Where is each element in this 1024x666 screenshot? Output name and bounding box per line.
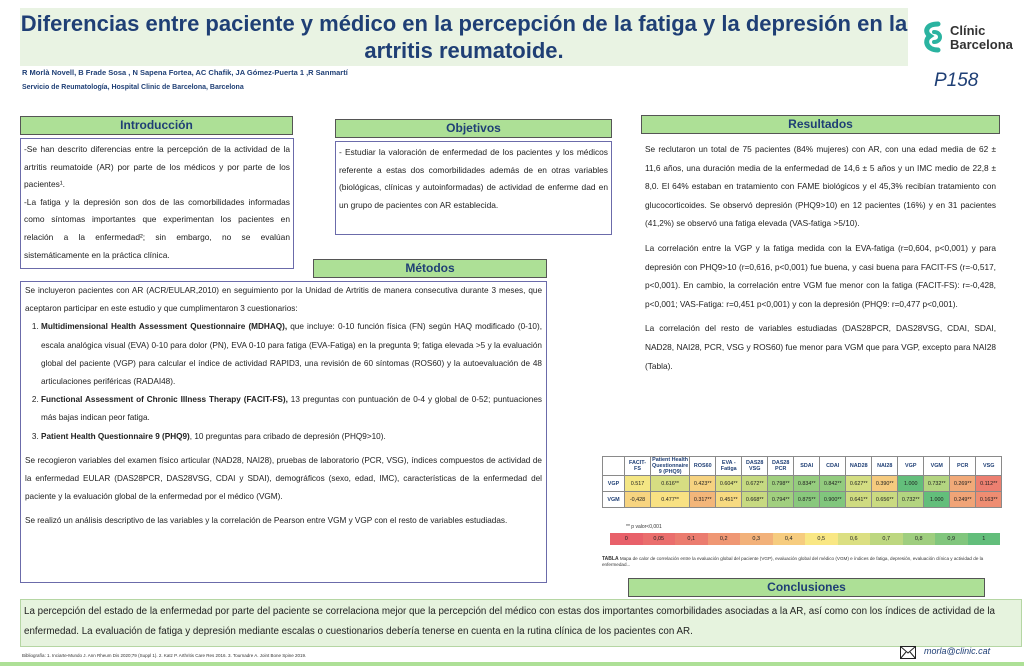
table-column-header: VSG	[976, 457, 1002, 476]
questionnaire-item	[41, 428, 542, 446]
scale-step: 0,1	[675, 533, 708, 545]
pvalue-note: ** p valor<0,001	[626, 524, 662, 530]
questionnaire-list	[25, 318, 542, 445]
mail-icon	[900, 646, 916, 659]
poster-title: Diferencias entre paciente y médico en la percepción de la fatiga y la depresión en la artritis reumatoide.	[20, 11, 908, 63]
table-cell: 0.834**	[794, 476, 820, 492]
table-column-header: VGM	[924, 457, 950, 476]
table-caption	[602, 556, 1002, 568]
scale-step: 0,2	[708, 533, 741, 545]
questionnaire-name: Multidimensional Health Assessment Questionnaire (MDHAQ),	[41, 322, 288, 332]
table-cell: 0.794**	[768, 492, 794, 508]
scale-step: 0	[610, 533, 643, 545]
affiliation: Servicio de Reumatología, Hospital Clinic de Barcelona, Barcelona	[22, 84, 244, 91]
table-column-header: PCR	[950, 457, 976, 476]
results-paragraph-2: La correlación entre la VGP y la fatiga medida con la EVA-fatiga (r=0,604, p<0,001) y para depresión con PHQ9>10 (r=0,616, p<0,001) fue buena, y casi buena para FACIT-FS (r=-0,517, p<0,001). En cambio, la correlación entre VGM fue menor con la fatiga (FACIT-FS): r=-0,428, p<0,001; VAS-Fatiga: r=0,451 p<0,001) y con la depresión (PHQ9: r=0,477 p<0,001).	[645, 242, 996, 309]
intro-box	[20, 138, 294, 269]
scale-step: 0,6	[838, 533, 871, 545]
table-cell: 0.627**	[846, 476, 872, 492]
questionnaire-desc: que incluye: 0-10 función física (FN) según HAQ modificado (0-10), escala analógica visual (EVA) 0-10 para dolor (PN), EVA 0-10 para fatiga (EVA-Fatiga) en la pregunta 9; fatiga elevada >5 y la evaluación global del paciente (VGP) para calcular el índice de actividad RAPID3, una revisión de 60 síntomas (ROS60) y la autoevaluación de 48 articulaciones periféricas (RADAI48).	[41, 322, 542, 387]
table-column-header: NAD28	[846, 457, 872, 476]
table-cell: 0.616**	[651, 476, 690, 492]
table-cell: 0.604**	[716, 476, 742, 492]
table-cell: 0.900**	[820, 492, 846, 508]
methods-intro: Se incluyeron pacientes con AR (ACR/EULAR,2010) en seguimiento por la Unidad de Artritis de manera consecutiva durante 3 meses, que aceptaron participar en este estudio y que cumplimentaron 3 cuestionarios:	[25, 286, 542, 314]
objectives-text: - Estudiar la valoración de enfermedad de los pacientes y los médicos referente a estas dos comorbilidades además de en otras variables (biológicas, clínicas y autoinformadas) de actividad de enferme dad en un grupo de pacientes con AR establecida.	[339, 147, 608, 210]
scale-step: 0,05	[643, 533, 676, 545]
results-paragraph-1: Se reclutaron un total de 75 pacientes (84% mujeres) con AR, con una edad media de 62 ± 11,6 años, una duración media de la enfermedad de 14,6 ± 5 años y un IMC medio de 22,8 ± 8,0. El 64% estaban en tratamiento con FAME biológicos y el 45,3% recibían tratamiento con glucocorticoides. Se observó depresión (PHQ9>10) en 12 pacientes (16%) y en 31 pacientes (41,2%) se observó una fatiga elevada (VAS-fatiga >5/10).	[645, 144, 996, 229]
table-cell: 0.112**	[976, 476, 1002, 492]
questionnaire-item	[41, 318, 542, 391]
methods-heading: Métodos	[313, 259, 547, 278]
table-cell: 0.656**	[872, 492, 898, 508]
table-row	[603, 492, 1002, 508]
conclusions-box	[20, 599, 1022, 647]
table-cell: 0.732**	[924, 476, 950, 492]
objectives-heading: Objetivos	[335, 119, 612, 138]
methods-box	[20, 281, 547, 583]
table-body	[603, 476, 1002, 508]
table-column-header: Patient Health Questionnaire 9 (PHQ9)	[652, 457, 689, 475]
scale-step: 0,3	[740, 533, 773, 545]
table-cell: 0.517	[625, 476, 651, 492]
table-cell: 1.000	[898, 476, 924, 492]
table-row-label: VGP	[603, 476, 625, 492]
questionnaire-name: Functional Assessment of Chronic Illness Therapy (FACIT-FS),	[41, 395, 288, 405]
table-column-header: DAS28 VSG	[742, 457, 768, 476]
contact-email[interactable]: morla@clinic.cat	[924, 646, 991, 656]
conclusions-heading: Conclusiones	[628, 578, 985, 597]
scale-step: 0,7	[870, 533, 903, 545]
table-cell: 0.798**	[768, 476, 794, 492]
table-caption-text: Mapa de calor de correlación entre la evaluación global del paciente (VGP), evaluación global del médico (VGM) e índices de fatiga, depresión, evaluación clínica y actividad de la enfermedad...	[602, 556, 984, 567]
table-column-header: EVA - Fatiga	[716, 457, 742, 476]
table-header-row	[603, 457, 1002, 476]
poster-code: P158	[934, 70, 979, 91]
scale-step: 0,5	[805, 533, 838, 545]
methods-paragraph-2: Se recogieron variables del examen físico articular (NAD28, NAI28), pruebas de laboratorio (PCR, VSG), índices compuestos de actividad de la enfermedad EULAR (DAS28PCR, DAS28VSG, CDAI y SDAI), demográficos (sexo, edad, IMC), características de la enfermedad del paciente y la evaluación global de la enfermedad por el médico (VGM).	[25, 455, 542, 502]
table-caption-label: TABLA	[602, 556, 619, 562]
logo-line-1: Clínic	[950, 23, 986, 38]
table-cell: 0.451**	[716, 492, 742, 508]
table-cell: 0.672**	[742, 476, 768, 492]
questionnaire-desc: 13 preguntas con puntuación de 0-4 y global de 0-52; puntuaciones más bajas indican peor fatiga.	[41, 395, 542, 423]
table-cell: 0.641**	[846, 492, 872, 508]
intro-paragraph-1: -Se han descrito diferencias entre la percepción de la actividad de la artritis reumatoide (AR) por parte de los médicos y por parte de los pacientes¹.	[24, 144, 290, 190]
questionnaire-item	[41, 391, 542, 427]
conclusions-text: La percepción del estado de la enfermedad por parte del paciente se correlaciona mejor que la percepción del médico con estas dos importantes comorbilidades asociadas a la AR, así como con los índices de actividad de la enfermedad. La evaluación de fatiga y depresión mediante escalas o cuestionarios debería tenerse en cuenta en la rutina clínica de los pacientes con AR.	[24, 606, 996, 637]
intro-heading: Introducción	[20, 116, 293, 135]
table-cell: 0.317**	[690, 492, 716, 508]
table-cell: 0.732**	[898, 492, 924, 508]
table-column-header: NAI28	[872, 457, 898, 476]
objectives-box	[335, 141, 612, 235]
table-corner	[603, 457, 625, 476]
table-column-header: CDAI	[820, 457, 846, 476]
scale-step: 0,4	[773, 533, 806, 545]
logo-line-2: Barcelona	[950, 37, 1013, 52]
table-row-label: VGM	[603, 492, 625, 508]
logo-text	[950, 24, 1013, 52]
questionnaire-name: Patient Health Questionnaire 9 (PHQ9)	[41, 431, 190, 441]
table-cell: 0.423**	[690, 476, 716, 492]
table-cell: 0.875**	[794, 492, 820, 508]
table-column-header: FACIT-FS	[625, 457, 651, 476]
results-paragraph-3: La correlación del resto de variables estudiadas (DAS28PCR, DAS28VSG, CDAI, SDAI, NAD28, NAI28, PCR, VSG y ROS60) fue menor para VGM que para VGP, excepto para NAI28 (Tabla).	[645, 323, 996, 371]
bibliography: Bibliografía: 1. Inciarte-Mundo J. Ann Rheum Dis 2020;79 (Suppl 1). 2. Katz P. Arthritis Care Res 2016. 3. Tournadre A. Joint Bone Spine 2019.	[22, 653, 307, 658]
table-column-header: DAS28 PCR	[768, 457, 794, 476]
footer-bar	[0, 662, 1024, 666]
methods-paragraph-3: Se realizó un análisis descriptivo de las variables y la correlación de Pearson entre VGM y VGP con el resto de variables estudiadas.	[25, 516, 508, 526]
table-cell: 0.477**	[651, 492, 690, 508]
heatmap-scale	[610, 533, 1000, 545]
table-cell: -0,428	[625, 492, 651, 508]
scale-step: 1	[968, 533, 1001, 545]
table-column-header: ROS60	[690, 457, 716, 476]
results-heading: Resultados	[641, 115, 1000, 134]
table-column-header: SDAI	[794, 457, 820, 476]
questionnaire-desc: , 10 preguntas para cribado de depresión (PHQ9>10).	[189, 431, 386, 441]
results-box	[641, 138, 1000, 440]
table-cell: 1.000	[924, 492, 950, 508]
intro-paragraph-2: -La fatiga y la depresión son dos de las comorbilidades informadas como síntomas importantes que experimentan los pacientes en relación a la enfermedad²; sin embargo, no se evalúan sistemáticamente en la práctica clínica.	[24, 196, 290, 260]
table-cell: 0.163**	[976, 492, 1002, 508]
table-column-header: VGP	[898, 457, 924, 476]
correlation-table	[602, 456, 1002, 508]
authors: R Morlà Novell, B Frade Sosa , N Sapena Fortea, AC Chafik, JA Gómez-Puerta 1 ,R Sanmartí	[22, 68, 348, 77]
table-cell: 0.842**	[820, 476, 846, 492]
scale-step: 0,8	[903, 533, 936, 545]
table-row	[603, 476, 1002, 492]
table-cell: 0.390**	[872, 476, 898, 492]
table-cell: 0.249**	[950, 492, 976, 508]
table-cell: 0.269**	[950, 476, 976, 492]
scale-step: 0,9	[935, 533, 968, 545]
table-cell: 0.668**	[742, 492, 768, 508]
